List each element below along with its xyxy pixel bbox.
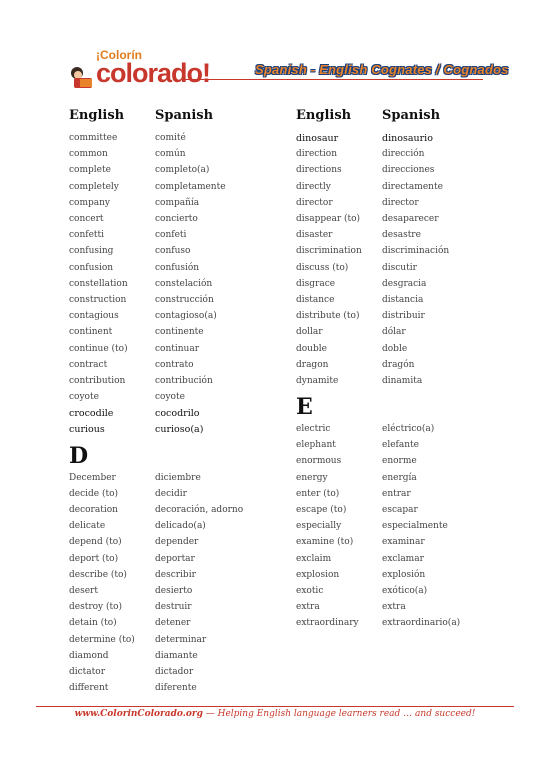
cognate-row [296,567,496,583]
logo-main-text: colorado! [96,58,211,88]
cognate-row [296,421,496,437]
left-column-header [69,108,289,130]
english-word: direction [296,149,338,160]
cognate-row [69,534,289,550]
cognate-row [296,227,496,243]
english-word: confusion [69,262,114,273]
english-word: determine (to) [69,634,135,645]
cognate-row [296,486,496,502]
cognate-row [69,340,289,356]
cognate-row [296,534,496,550]
cognate-row [296,276,496,292]
spanish-word: detener [155,618,191,629]
english-word: exotic [296,585,324,596]
english-word: concert [69,214,104,225]
cognate-list-d [69,470,289,697]
spanish-word: discriminación [382,246,450,257]
spanish-word: decidir [155,488,187,499]
page-header [0,0,550,95]
spanish-header: Spanish [155,108,214,123]
cognate-row [69,680,289,696]
english-word: deport (to) [69,553,119,564]
cognate-list-c [69,130,289,438]
spanish-word: doble [382,343,408,354]
footer-site-link[interactable]: www.ColorinColorado.org [74,709,203,719]
cognate-row [69,227,289,243]
english-word: desert [69,585,98,596]
cognate-row [69,260,289,276]
cognate-row [296,130,496,146]
cognate-row [69,470,289,486]
spanish-word: comité [155,133,186,144]
english-word: distance [296,294,335,305]
cognate-row [296,162,496,178]
cognate-row [69,389,289,405]
spanish-word: discutir [382,262,417,273]
spanish-word: construcción [155,294,214,305]
english-word: examine (to) [296,537,354,548]
spanish-word: confusión [155,262,200,273]
spanish-word: dragón [382,359,415,370]
english-word: energy [296,472,328,483]
english-word: decoration [69,505,118,516]
cognate-row [296,292,496,308]
english-word: directions [296,165,342,176]
spanish-word: constelación [155,278,213,289]
cognate-row [296,260,496,276]
cognate-row [296,470,496,486]
spanish-word: escapar [382,505,418,516]
cognate-row [69,308,289,324]
english-word: especially [296,521,342,532]
reader-icon [68,64,94,90]
spanish-word: examinar [382,537,425,548]
english-word: crocodile [69,407,114,419]
spanish-word: exótico(a) [382,585,428,596]
spanish-word: elefante [382,440,419,451]
cognate-row [296,615,496,631]
english-word: dragon [296,359,329,370]
left-column [69,108,289,696]
cognate-row [296,340,496,356]
footer-tagline: — Helping English language learners read … and succeed! [202,709,476,719]
english-word: discrimination [296,246,362,257]
cognate-row [296,502,496,518]
english-word: different [69,683,109,694]
english-word: completely [69,181,119,192]
english-word: construction [69,294,127,305]
cognate-row [296,453,496,469]
english-word: dinosaur [296,132,339,144]
spanish-word: deportar [155,553,195,564]
spanish-word: director [382,197,419,208]
english-word: dynamite [296,375,339,386]
spanish-word: continuar [155,343,200,354]
english-word: decide (to) [69,488,119,499]
spanish-word: decoración, adorno [155,505,244,516]
cognate-row [69,405,289,421]
spanish-word: común [155,149,186,160]
spanish-word: exclamar [382,553,424,564]
spanish-word: diciembre [155,472,201,483]
english-word: escape (to) [296,505,347,516]
spanish-word: desgracia [382,278,427,289]
spanish-word: delicado(a) [155,521,206,532]
cognate-row [69,146,289,162]
english-word: disaster [296,230,333,241]
cognate-row [69,276,289,292]
cognate-row [69,551,289,567]
page-title: Spanish - English Cognates / Cognados [255,62,509,77]
english-word: continue (to) [69,343,128,354]
spanish-word: dirección [382,149,425,160]
cognate-row [69,567,289,583]
english-word: contagious [69,311,119,322]
english-word: director [296,197,333,208]
spanish-word: eléctrico(a) [382,424,435,435]
cognate-row [69,486,289,502]
english-word: dictator [69,666,105,677]
english-word: enter (to) [296,488,340,499]
footer-rule [36,706,514,707]
spanish-word: enorme [382,456,417,467]
spanish-word: cocodrilo [155,407,200,419]
spanish-word: depender [155,537,199,548]
cognate-row [69,599,289,615]
english-word: diamond [69,650,109,661]
cognate-row [69,324,289,340]
english-word: contribution [69,375,126,386]
english-word: delicate [69,521,106,532]
cognate-row [69,421,289,437]
spanish-word: concierto [155,214,198,225]
cognate-row [296,243,496,259]
cognate-row [296,357,496,373]
english-word: discuss (to) [296,262,349,273]
english-word: destroy (to) [69,602,123,613]
cognate-row [69,664,289,680]
spanish-word: completo(a) [155,165,210,176]
english-word: contract [69,359,108,370]
english-word: extra [296,602,320,613]
spanish-word: confuso [155,246,191,257]
spanish-word: distribuir [382,311,425,322]
spanish-word: curioso(a) [155,423,204,435]
spanish-word: energía [382,472,417,483]
spanish-word: contagioso(a) [155,311,217,322]
english-word: committee [69,133,118,144]
cognate-row [69,243,289,259]
cognate-row [69,373,289,389]
english-word: constellation [69,278,128,289]
spanish-word: extra [382,602,406,613]
spanish-word: dictador [155,666,194,677]
cognate-row [69,583,289,599]
english-word: curious [69,423,105,435]
spanish-word: desierto [155,585,193,596]
letter-heading-d: D [69,442,89,469]
english-word: confusing [69,246,114,257]
cognate-row [69,179,289,195]
english-word: continent [69,327,113,338]
cognate-row [69,631,289,647]
english-word: complete [69,165,111,176]
cognate-row [69,615,289,631]
spanish-word: coyote [155,392,185,403]
english-word: common [69,149,108,160]
cognate-row [296,211,496,227]
cognate-list-e [296,421,496,631]
english-word: disgrace [296,278,336,289]
spanish-word: dólar [382,327,406,338]
english-word: elephant [296,440,336,451]
spanish-word: determinar [155,634,207,645]
spanish-word: explosión [382,569,426,580]
spanish-header: Spanish [382,108,441,123]
spanish-word: especialmente [382,521,448,532]
english-header: English [69,108,125,123]
english-word: coyote [69,392,99,403]
cognate-row [69,648,289,664]
english-word: disappear (to) [296,214,361,225]
spanish-word: contribución [155,375,213,386]
cognate-row [296,373,496,389]
cognate-row [296,195,496,211]
english-word: confetti [69,230,105,241]
cognate-row [69,162,289,178]
spanish-word: direcciones [382,165,435,176]
spanish-word: distancia [382,294,424,305]
cognate-row [69,518,289,534]
english-word: company [69,197,111,208]
english-word: explosion [296,569,340,580]
spanish-word: extraordinario(a) [382,618,461,629]
cognate-row [69,357,289,373]
cognate-row [69,195,289,211]
header-rule [183,79,483,80]
english-word: double [296,343,327,354]
colorin-colorado-logo [68,48,211,92]
spanish-word: describir [155,569,196,580]
english-header: English [296,108,352,123]
cognate-row [296,551,496,567]
cognate-row [296,599,496,615]
spanish-word: desaparecer [382,214,439,225]
logo-top-text: ¡Colorín [96,48,142,62]
cognate-row [69,502,289,518]
cognate-row [296,583,496,599]
cognate-row [296,324,496,340]
spanish-word: directamente [382,181,443,192]
cognate-row [296,146,496,162]
spanish-word: destruir [155,602,192,613]
spanish-word: compañía [155,197,200,208]
spanish-word: desastre [382,230,421,241]
english-word: depend (to) [69,537,122,548]
cognate-row [296,179,496,195]
spanish-word: dinosaurio [382,132,433,144]
cognate-row [69,211,289,227]
right-column-header [296,108,496,130]
english-word: describe (to) [69,569,127,580]
english-word: distribute (to) [296,311,360,322]
cognate-list-d-continued [296,130,496,389]
english-word: December [69,472,116,483]
spanish-word: completamente [155,181,226,192]
cognate-row [69,292,289,308]
english-word: extraordinary [296,618,359,629]
cognate-row [69,130,289,146]
letter-heading-e: E [296,394,313,420]
english-word: directly [296,181,331,192]
spanish-word: continente [155,327,204,338]
english-word: detain (to) [69,618,117,629]
cognate-row [296,308,496,324]
english-word: exclaim [296,553,332,564]
right-column [296,108,496,631]
english-word: dollar [296,327,323,338]
cognate-row [296,518,496,534]
english-word: enormous [296,456,342,467]
spanish-word: diferente [155,683,197,694]
spanish-word: contrato [155,359,194,370]
page-footer [0,709,550,719]
spanish-word: dinamita [382,375,423,386]
english-word: electric [296,424,331,435]
spanish-word: confeti [155,230,187,241]
spanish-word: entrar [382,488,411,499]
cognate-row [296,437,496,453]
spanish-word: diamante [155,650,198,661]
